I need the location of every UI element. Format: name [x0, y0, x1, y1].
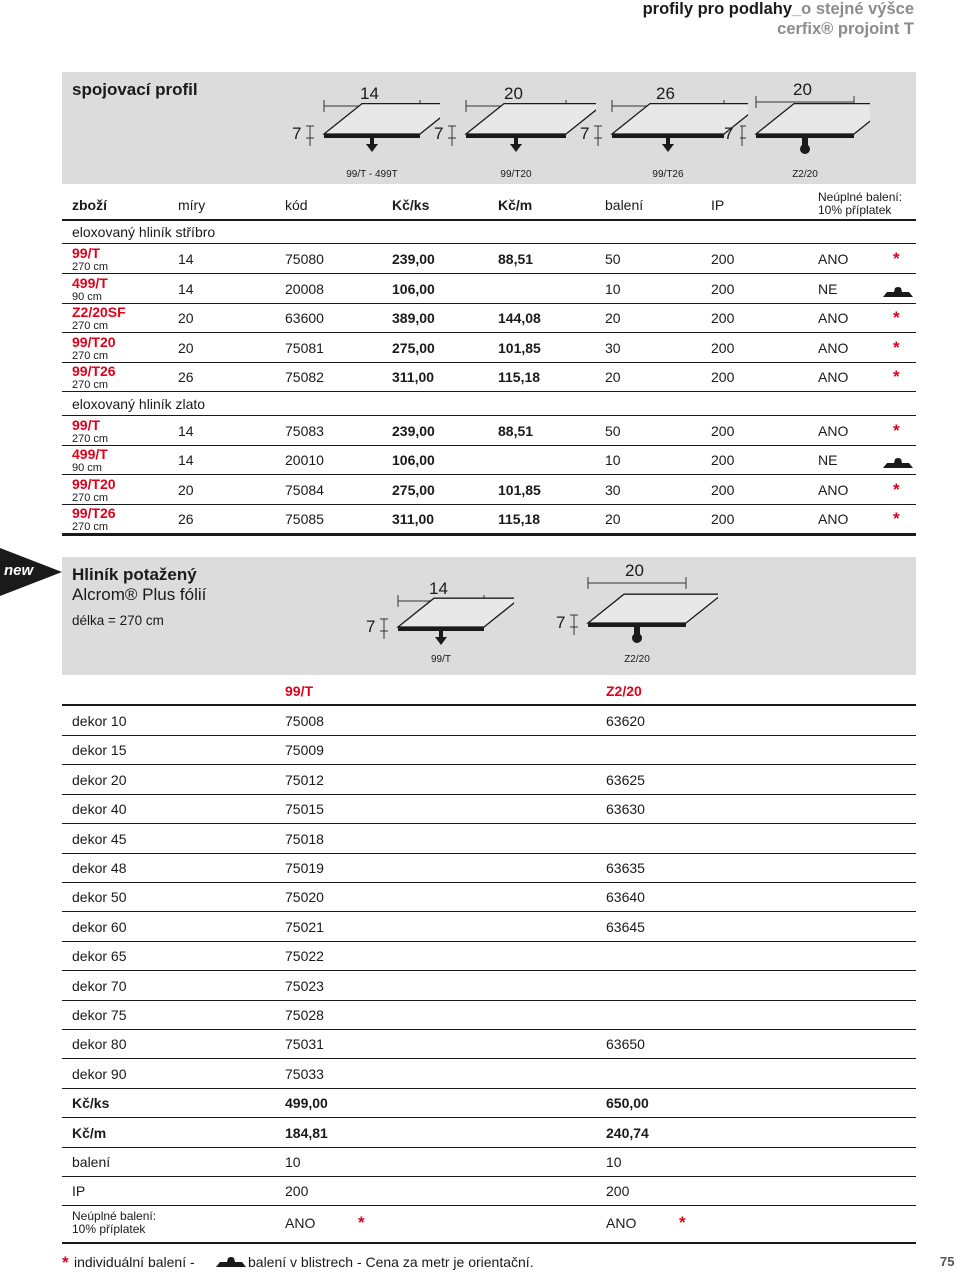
row-divider: [62, 303, 916, 304]
product-kod: 75080: [285, 251, 324, 267]
product-kc-m: 144,08: [498, 310, 541, 326]
product-miry: 26: [178, 369, 194, 385]
product-neuplne: ANO: [818, 369, 849, 385]
product-ip: 200: [711, 422, 735, 439]
row-divider: [62, 362, 916, 363]
product-ip: 200: [711, 481, 735, 498]
blister-icon: [883, 285, 913, 301]
dekor-code-z220: 63625: [606, 771, 645, 788]
blister-icon: [883, 456, 913, 472]
price-value-99t: 200: [285, 1183, 309, 1200]
dekor-code-z220: 63635: [606, 860, 645, 876]
product-code: 99/T20: [72, 475, 116, 492]
product-miry: 26: [178, 511, 194, 527]
section1-drawings: [0, 72, 960, 184]
product-kc-ks: 311,00: [392, 369, 435, 385]
product-length: 270 cm: [72, 491, 109, 504]
product-ip: 200: [711, 310, 735, 326]
profile-height-label: 7: [556, 613, 566, 632]
dekor-label: dekor 65: [72, 948, 127, 965]
product-baleni: 30: [605, 339, 621, 356]
price-value-99t: 499,00: [285, 1095, 328, 1112]
product-kc-ks: 106,00: [392, 280, 435, 297]
blister-icon: [216, 1255, 246, 1271]
drawing-z2-20-alcrom: [556, 557, 718, 675]
product-kc-m: 88,51: [498, 251, 534, 267]
footer-text2: balení v blistrech - Cena za metr je orientační.: [248, 1254, 534, 1270]
row-divider: [62, 970, 916, 971]
product-kod: 75083: [285, 422, 324, 439]
product-code: 99/T20: [72, 333, 116, 350]
product-length: 270 cm: [72, 432, 109, 445]
price-label: balení: [72, 1154, 111, 1170]
product-kod: 75084: [285, 481, 324, 498]
product-length: 270 cm: [72, 379, 109, 391]
row-divider: [62, 504, 916, 505]
profile-code-label: 99/T20: [500, 169, 532, 180]
asterisk-mark: *: [893, 420, 900, 440]
dekor-code-99t: 75021: [285, 918, 324, 935]
price-value-z220: 200: [606, 1183, 630, 1200]
dekor-label: dekor 90: [72, 1065, 127, 1082]
product-ip: 200: [711, 280, 735, 297]
product-kc-ks: 389,00: [392, 310, 435, 326]
section2-header-divider: [62, 704, 916, 706]
drawing-99t20: [434, 72, 596, 184]
product-miry: 20: [178, 339, 194, 356]
dekor-code-99t: 75018: [285, 830, 324, 847]
row-divider: [62, 1147, 916, 1148]
dekor-code-99t: 75022: [285, 948, 324, 965]
row-divider: [62, 1205, 916, 1206]
dekor-code-z220: 63620: [606, 713, 645, 729]
footer-star: *: [62, 1253, 69, 1272]
header-divider: [62, 219, 916, 221]
asterisk-mark: *: [893, 367, 900, 386]
col-kc-ks: Kč/ks: [392, 197, 430, 213]
product-baleni: 50: [605, 251, 621, 267]
product-baleni: 20: [605, 310, 621, 326]
price-value-z220: 240,74: [606, 1124, 649, 1141]
dekor-code-99t: 75031: [285, 1036, 324, 1053]
asterisk-mark: *: [893, 337, 900, 357]
product-code: Z2/20SF: [72, 304, 126, 320]
row-divider: [62, 1176, 916, 1177]
profile-code-label: Z2/20: [624, 654, 650, 665]
product-length: 90 cm: [72, 462, 102, 474]
asterisk-mark: *: [679, 1212, 686, 1232]
product-code: 499/T: [72, 274, 108, 291]
section2-title-line1: Hliník potažený: [72, 565, 197, 584]
neuplne-value-99t: ANO: [285, 1214, 316, 1231]
dekor-code-99t: 75009: [285, 742, 324, 759]
product-code: 99/T26: [72, 505, 116, 521]
profile-height-label: 7: [292, 124, 302, 143]
new-badge-label: new: [4, 562, 34, 579]
product-miry: 14: [178, 452, 194, 468]
dekor-code-z220: 63645: [606, 918, 645, 935]
row-divider: [62, 332, 916, 333]
product-neuplne: ANO: [818, 339, 849, 356]
product-kod: 63600: [285, 310, 324, 326]
dekor-label: dekor 75: [72, 1007, 127, 1023]
asterisk-mark: *: [893, 308, 900, 327]
product-neuplne: ANO: [818, 422, 849, 439]
dekor-label: dekor 80: [72, 1036, 127, 1053]
col-miry: míry: [178, 197, 206, 213]
product-kc-ks: 275,00: [392, 339, 435, 356]
product-kod: 75085: [285, 511, 324, 527]
dekor-code-99t: 75023: [285, 977, 324, 994]
header-title-sub: _o stejné výšce: [792, 0, 914, 18]
drawing-z2-20: [724, 72, 870, 184]
row-divider: [62, 794, 916, 795]
dekor-code-z220: 63650: [606, 1036, 645, 1053]
row-divider: [62, 735, 916, 736]
profile-height-label: 7: [724, 124, 734, 143]
group-divider: [62, 415, 916, 416]
product-code: 99/T: [72, 416, 101, 433]
product-kc-ks: 311,00: [392, 511, 435, 527]
product-neuplne: ANO: [818, 481, 849, 498]
dekor-label: dekor 15: [72, 742, 127, 759]
col-kod: kód: [285, 197, 308, 213]
row-divider: [62, 273, 916, 274]
row-divider: [62, 1029, 916, 1030]
product-kod: 20010: [285, 452, 324, 468]
page-header-title: [643, 0, 914, 19]
profile-code-label: 99/T26: [652, 169, 684, 180]
row-divider: [62, 1117, 916, 1118]
dekor-code-99t: 75020: [285, 889, 324, 906]
dekor-code-99t: 75008: [285, 713, 324, 729]
product-kc-ks: 239,00: [392, 422, 435, 439]
footer-divider: [62, 1242, 916, 1244]
dekor-label: dekor 20: [72, 771, 127, 788]
product-baleni: 10: [605, 452, 621, 468]
product-neuplne: NE: [818, 452, 838, 468]
asterisk-mark: *: [893, 249, 900, 268]
product-miry: 20: [178, 310, 194, 326]
profile-height-label: 7: [366, 617, 376, 636]
asterisk-mark: *: [893, 479, 900, 499]
row-divider: [62, 474, 916, 475]
group-divider: [62, 243, 916, 244]
section2-drawings: [0, 557, 960, 675]
dekor-label: dekor 45: [72, 830, 127, 847]
product-neuplne: ANO: [818, 251, 849, 267]
price-value-99t: 184,81: [285, 1124, 328, 1141]
row-divider: [62, 764, 916, 765]
section2-length: délka = 270 cm: [72, 613, 164, 628]
row-divider: [62, 391, 916, 392]
product-ip: 200: [711, 251, 735, 267]
drawing-99t: [292, 72, 440, 184]
profile-height-label: 7: [580, 124, 590, 143]
product-kc-ks: 239,00: [392, 251, 435, 267]
product-miry: 14: [178, 280, 194, 297]
price-label: Kč/m: [72, 1124, 107, 1141]
dekor-code-z220: 63640: [606, 889, 645, 906]
row-divider: [62, 853, 916, 854]
neuplne-label: Neúplné balení: 10% příplatek: [72, 1208, 157, 1236]
product-miry: 14: [178, 422, 194, 439]
row-divider: [62, 1088, 916, 1089]
section2-col2: Z2/20: [606, 683, 642, 699]
product-baleni: 20: [605, 511, 621, 527]
dekor-code-99t: 75028: [285, 1007, 324, 1023]
drawing-99t-alcrom: [364, 557, 514, 675]
profile-code-label: 99/T: [430, 654, 451, 665]
dekor-label: dekor 40: [72, 801, 127, 818]
product-code: 99/T26: [72, 363, 116, 379]
price-value-99t: 10: [285, 1154, 301, 1170]
product-kod: 75082: [285, 369, 324, 385]
product-baleni: 10: [605, 280, 621, 297]
product-kc-m: 101,85: [498, 481, 541, 498]
row-divider: [62, 1058, 916, 1059]
price-label: Kč/ks: [72, 1095, 110, 1112]
col-neuplne: Neúplné balení: 10% příplatek: [818, 190, 903, 217]
row-divider: [62, 941, 916, 942]
neuplne-value-z220: ANO: [606, 1214, 637, 1231]
section2-title-line2: Alcrom® Plus fólií: [72, 585, 207, 604]
dekor-label: dekor 10: [72, 713, 127, 729]
profile-width-label: 26: [656, 84, 675, 103]
price-value-z220: 650,00: [606, 1095, 649, 1112]
product-baleni: 30: [605, 481, 621, 498]
product-length: 270 cm: [72, 349, 109, 362]
col-ip: IP: [711, 197, 725, 213]
profile-width-label: 14: [360, 84, 379, 103]
asterisk-mark: *: [893, 509, 900, 528]
dekor-label: dekor 50: [72, 889, 127, 906]
dekor-code-99t: 75012: [285, 771, 324, 788]
profile-width-label: 20: [504, 84, 523, 103]
product-ip: 200: [711, 369, 735, 385]
profile-code-label: Z2/20: [792, 169, 818, 180]
product-code: 499/T: [72, 446, 108, 462]
section1-title: spojovací profil: [72, 80, 198, 99]
section1-bottom-line: [62, 534, 916, 536]
product-kod: 20008: [285, 280, 324, 297]
header-title-main: profily pro podlahy: [642, 0, 792, 18]
product-ip: 200: [711, 339, 735, 356]
product-length: 270 cm: [72, 521, 109, 533]
product-length: 90 cm: [72, 290, 102, 303]
product-kc-ks: 275,00: [392, 481, 435, 498]
product-neuplne: ANO: [818, 511, 849, 527]
asterisk-mark: *: [358, 1212, 365, 1232]
dekor-code-z220: 63630: [606, 801, 645, 818]
product-length: 270 cm: [72, 320, 109, 332]
product-miry: 20: [178, 481, 194, 498]
dekor-code-99t: 75015: [285, 801, 324, 818]
product-kc-m: 101,85: [498, 339, 541, 356]
product-length: 270 cm: [72, 261, 109, 273]
col-kc-m: Kč/m: [498, 197, 533, 213]
col-baleni: balení: [605, 197, 644, 213]
product-kc-m: 115,18: [498, 369, 541, 385]
product-neuplne: ANO: [818, 310, 849, 326]
footer-text1: individuální balení -: [74, 1254, 195, 1270]
profile-width-label: 20: [625, 561, 644, 580]
product-baleni: 20: [605, 369, 621, 385]
dekor-label: dekor 70: [72, 977, 127, 994]
product-neuplne: NE: [818, 280, 838, 297]
product-ip: 200: [711, 452, 735, 468]
row-divider: [62, 823, 916, 824]
product-kc-m: 88,51: [498, 422, 534, 439]
dekor-code-99t: 75019: [285, 860, 324, 876]
product-kc-ks: 106,00: [392, 452, 435, 468]
price-label: IP: [72, 1183, 86, 1200]
profile-height-label: 7: [434, 124, 444, 143]
group-title: eloxovaný hliník zlato: [72, 395, 206, 412]
product-kod: 75081: [285, 339, 324, 356]
dekor-label: dekor 48: [72, 860, 127, 876]
row-divider: [62, 1000, 916, 1001]
page-header-subtitle: cerfix® projoint T: [777, 20, 914, 38]
product-baleni: 50: [605, 422, 621, 439]
dekor-label: dekor 60: [72, 918, 127, 935]
row-divider: [62, 445, 916, 446]
profile-code-label: 99/T - 499T: [346, 169, 398, 180]
page-number: 75: [940, 1254, 955, 1269]
section2-col1: 99/T: [285, 683, 314, 699]
product-kc-m: 115,18: [498, 511, 541, 527]
dekor-code-99t: 75033: [285, 1065, 324, 1082]
product-miry: 14: [178, 251, 194, 267]
product-ip: 200: [711, 511, 735, 527]
profile-width-label: 14: [429, 579, 448, 598]
profile-width-label: 20: [793, 80, 812, 99]
col-zbozi: zboží: [72, 197, 107, 213]
row-divider: [62, 911, 916, 912]
group-title: eloxovaný hliník stříbro: [72, 224, 216, 240]
row-divider: [62, 882, 916, 883]
product-code: 99/T: [72, 245, 101, 261]
price-value-z220: 10: [606, 1154, 622, 1170]
